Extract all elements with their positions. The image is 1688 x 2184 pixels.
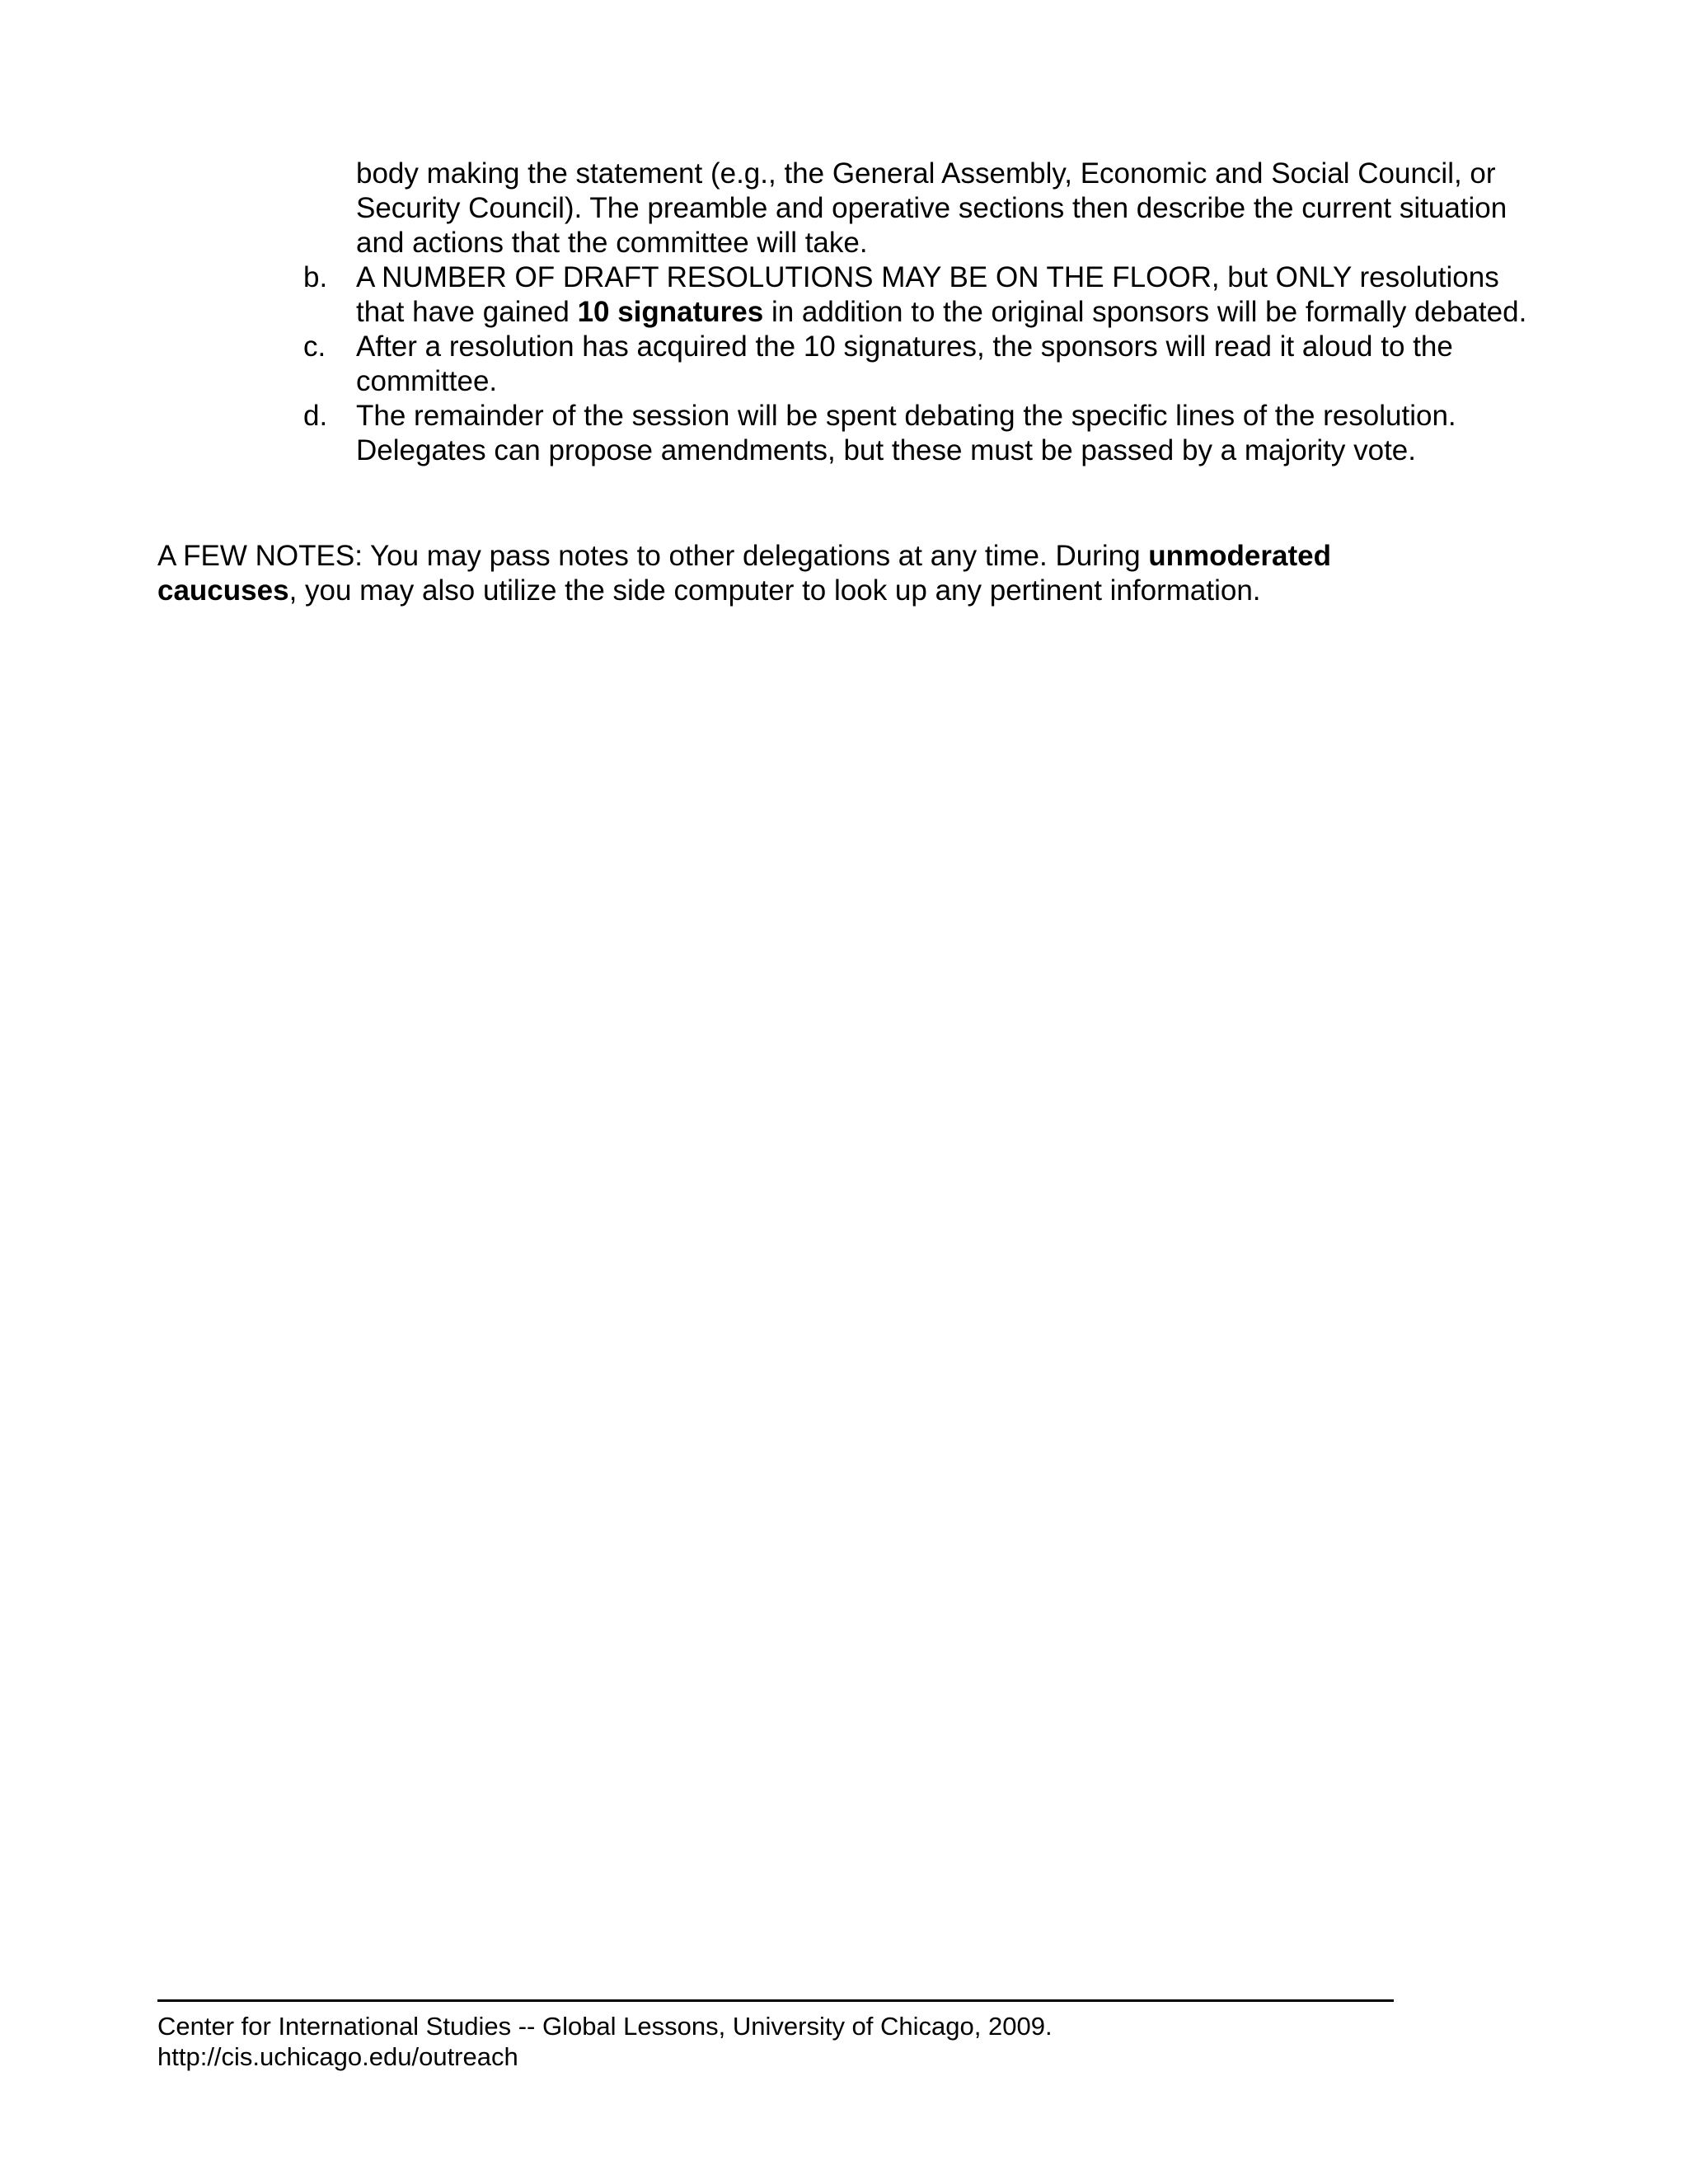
footer-divider [157, 1999, 1394, 2002]
page-footer [157, 2011, 1476, 2072]
emphasis-text: 10 signatures [577, 296, 764, 328]
resolution-steps-list [303, 260, 1540, 468]
list-marker: b. [303, 261, 328, 293]
notes-paragraph: A FEW NOTES: You may pass notes to other delegations at any time. During unmoderated caucuses, you may also utilize the side computer to look up any pertinent information. [157, 540, 1331, 607]
list-item [303, 260, 1540, 330]
continuation-paragraph: body making the statement (e.g., the General Assembly, Economic and Social Council, or Security Council). The preamble and operative sections then describe the current situation and actions that the committee will take. [356, 157, 1507, 259]
footer-citation: Center for International Studies -- Global Lessons, University of Chicago, 2009. [157, 2012, 1053, 2041]
footer-url: http://cis.uchicago.edu/outreach [157, 2042, 518, 2071]
list-item-text: A NUMBER OF DRAFT RESOLUTIONS MAY BE ON THE FLOOR, but ONLY resolutions that have gained 10 signatures in addition to the original sponsors will be formally debated. [356, 261, 1527, 328]
list-marker: d. [303, 400, 328, 432]
list-marker: c. [303, 330, 326, 363]
list-item-text: After a resolution has acquired the 10 signatures, the sponsors will read it aloud to the committee. [356, 330, 1453, 397]
emphasis-text: unmoderated caucuses [157, 540, 1331, 607]
list-item [303, 399, 1540, 468]
list-item-text: The remainder of the session will be spent debating the specific lines of the resolution. Delegates can propose amendments, but these must be passed by a majority vote. [356, 400, 1456, 466]
list-item [303, 330, 1540, 399]
